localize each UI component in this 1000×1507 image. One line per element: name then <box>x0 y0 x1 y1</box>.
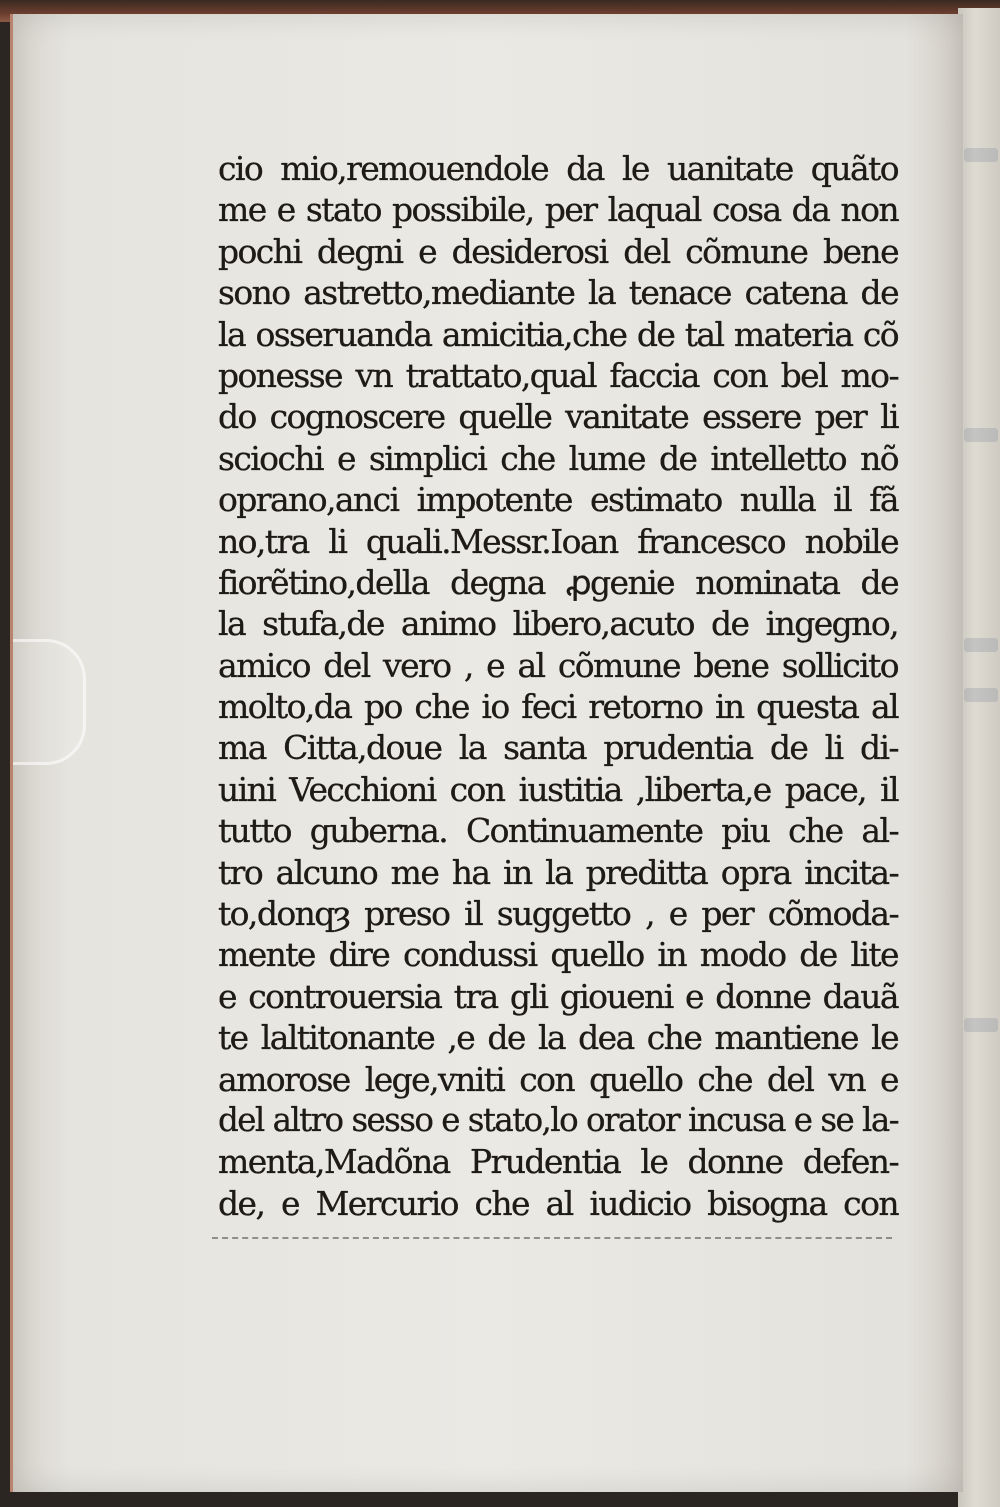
text-line: me e stato possibile, per laqual cosa da non <box>218 190 898 230</box>
text-line: del altro sesso e stato,lo orator incusa e se la- <box>218 1100 898 1139</box>
text-line: cio mio,remouendole da le uanitate quãto <box>218 149 898 188</box>
text-line: te laltitonante ,e de la dea che mantiene le <box>218 1018 898 1058</box>
text-line: amorose lege,vniti con quello che del vn e <box>218 1059 898 1099</box>
text-line: no,tra li quali.Messr.Ioan francesco nobile <box>218 521 898 561</box>
text-line: molto,da po che io feci retorno in questa al <box>218 687 898 727</box>
bleed-through-mark <box>964 1018 998 1032</box>
text-line: ma Citta,doue la santa prudentia de li di- <box>218 728 898 768</box>
adjacent-page-edge <box>958 8 1000 1507</box>
text-line: ponesse vn trattato,qual faccia con bel mo- <box>218 355 898 395</box>
text-line: menta,Madõna Prudentia le donne defen- <box>218 1142 898 1182</box>
text-line: uini Vecchioni con iustitia ,liberta,e pace, il <box>218 769 898 809</box>
text-line: pochi degni e desiderosi del cõmune bene <box>218 231 898 271</box>
bleed-through-mark <box>964 148 998 162</box>
bleed-through-mark <box>964 428 998 442</box>
text-line: la stufa,de animo libero,acuto de ingegno, <box>218 604 898 644</box>
text-line: mente dire condussi quello in modo de lite <box>218 935 898 975</box>
text-line: to,donqȝ preso il suggetto , e per cõmoda- <box>218 894 898 934</box>
text-line: e controuersia tra gli gioueni e donne dauã <box>218 976 898 1016</box>
page-clip <box>13 639 86 765</box>
text-line: sono astretto,mediante la tenace catena de <box>218 273 898 313</box>
text-line: fiorẽtino,della degna ꝓgenie nominata de <box>218 562 898 602</box>
text-line: amico del vero , e al cõmune bene sollicito <box>218 645 898 685</box>
text-line: de, e Mercurio che al iudicio bisogna con <box>218 1183 898 1223</box>
bottom-dashed-rule <box>212 1237 892 1239</box>
printed-text-block <box>218 148 898 1224</box>
text-line: tutto guberna. Continuamente piu che al- <box>218 811 898 851</box>
text-line: tro alcuno me ha in la preditta opra incita- <box>218 852 898 892</box>
text-line: do cognoscere quelle vanitate essere per li <box>218 397 898 437</box>
text-line: sciochi e simplici che lume de intelletto nõ <box>218 438 898 478</box>
text-line: la osseruanda amicitia,che de tal materia cõ <box>218 314 898 354</box>
bleed-through-mark <box>964 638 998 652</box>
text-line: oprano,anci impotente estimato nulla il fã <box>218 480 898 520</box>
bleed-through-mark <box>964 688 998 702</box>
